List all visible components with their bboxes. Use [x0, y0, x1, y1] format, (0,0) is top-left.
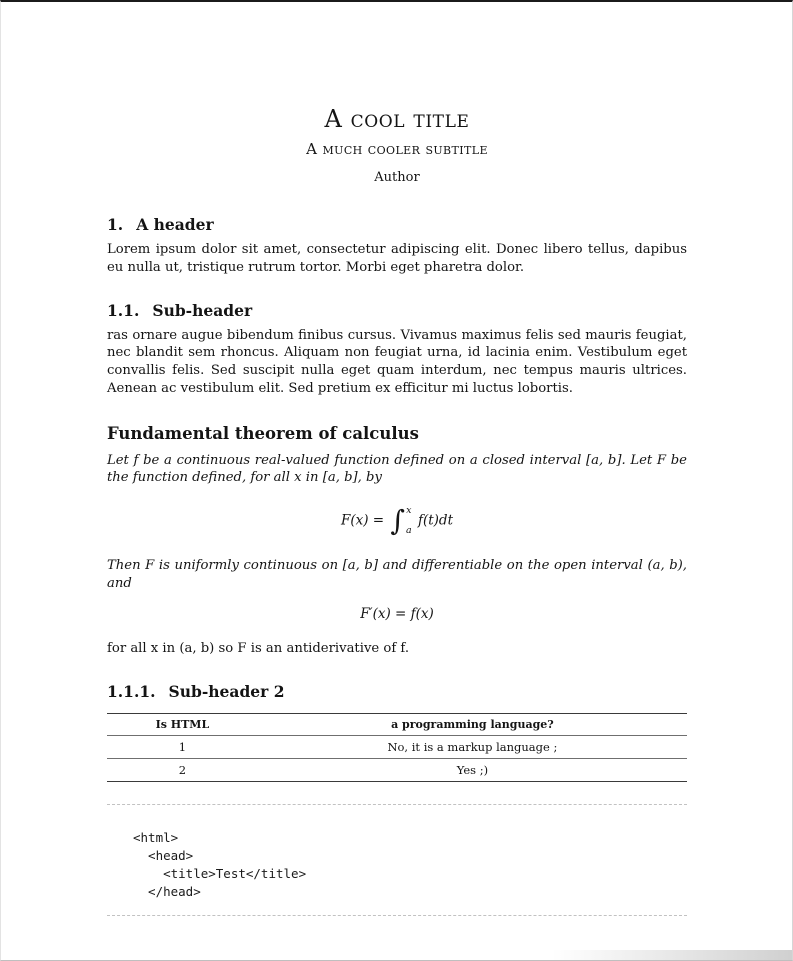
- formula-integral: [107, 505, 687, 537]
- integral-group: [390, 505, 411, 537]
- code-line: <head>: [133, 848, 194, 864]
- table-cell: 2: [178, 762, 187, 777]
- code-line: <html>: [133, 829, 179, 845]
- table-header-row: [107, 713, 687, 735]
- code-line: </head>: [133, 884, 201, 900]
- table-cell: Yes ;): [456, 762, 489, 777]
- title-block: [107, 106, 687, 185]
- integral-lower-limit: a: [406, 525, 412, 537]
- table-cell: No, it is a markup language ;: [258, 735, 687, 758]
- section-1-1-heading: [107, 301, 687, 320]
- formula-lhs: F(x) =: [340, 512, 389, 529]
- table-row: [107, 735, 687, 758]
- theorem-outro: for all x in (a, b) so F is an antiderivative of f.: [107, 641, 410, 657]
- section-1-1-1-title: Sub-header 2: [168, 681, 285, 701]
- dashed-divider-top: [107, 804, 687, 805]
- theorem-title: Fundamental theorem of calculus: [107, 423, 419, 443]
- document-subtitle: A much cooler subtitle: [306, 140, 488, 159]
- document-title: A cool title: [324, 105, 470, 133]
- table-header-answer: a programming language?: [258, 713, 687, 735]
- section-1-heading: [107, 215, 687, 234]
- section-1-number: 1.: [107, 215, 124, 235]
- theorem-intro: Let f be a continuous real-valued function defined on a closed interval [a, b]. Let F be the function defined, for all x in [a, b], by: [107, 452, 687, 486]
- section-1-1-1-heading: [107, 682, 687, 701]
- formula-derivative: F′(x) = f(x): [360, 606, 434, 623]
- code-listing: [133, 829, 687, 902]
- section-1-1-title: Sub-header: [152, 300, 253, 320]
- integral-upper-limit: x: [406, 504, 412, 516]
- integral-limits: [406, 505, 412, 537]
- section-1-1-paragraph: ras ornare augue bibendum finibus cursus. Vivamus maximus felis sed mauris feugiat, nec blandit sem rhoncus. Aliquam non feugiat urna, id lacinia enim. Vestibulum eget convallis felis. Sed suscipit nulla eget quam interdum, nec tempus mauris ultrices. Aenean ac vestibulum elit. Sed pretium ex efficitur mi luctus lobortis.: [107, 327, 687, 396]
- dashed-divider-bottom: [107, 915, 687, 916]
- section-1-paragraph: Lorem ipsum dolor sit amet, consectetur adipiscing elit. Donec libero tellus, dapibus eu nulla ut, tristique rutrum tortor. Morbi eget pharetra dolor.: [107, 242, 687, 276]
- integral-icon: ∫: [390, 503, 405, 537]
- section-1-1-1-number: 1.1.1.: [107, 681, 156, 701]
- section-1-1-number: 1.1.: [107, 300, 140, 320]
- table-cell: 1: [107, 735, 258, 758]
- table-header-question: Is HTML: [107, 713, 258, 735]
- document-author: Author: [374, 170, 420, 186]
- code-line: <title>Test</title>: [133, 866, 307, 882]
- table-row: [107, 758, 687, 781]
- section-1-title: A header: [136, 215, 214, 235]
- html-question-table: [107, 713, 687, 782]
- formula-integrand: f(t)dt: [417, 512, 453, 529]
- theorem-middle: Then F is uniformly continuous on [a, b] and differentiable on the open interval (a, b), and: [107, 557, 687, 591]
